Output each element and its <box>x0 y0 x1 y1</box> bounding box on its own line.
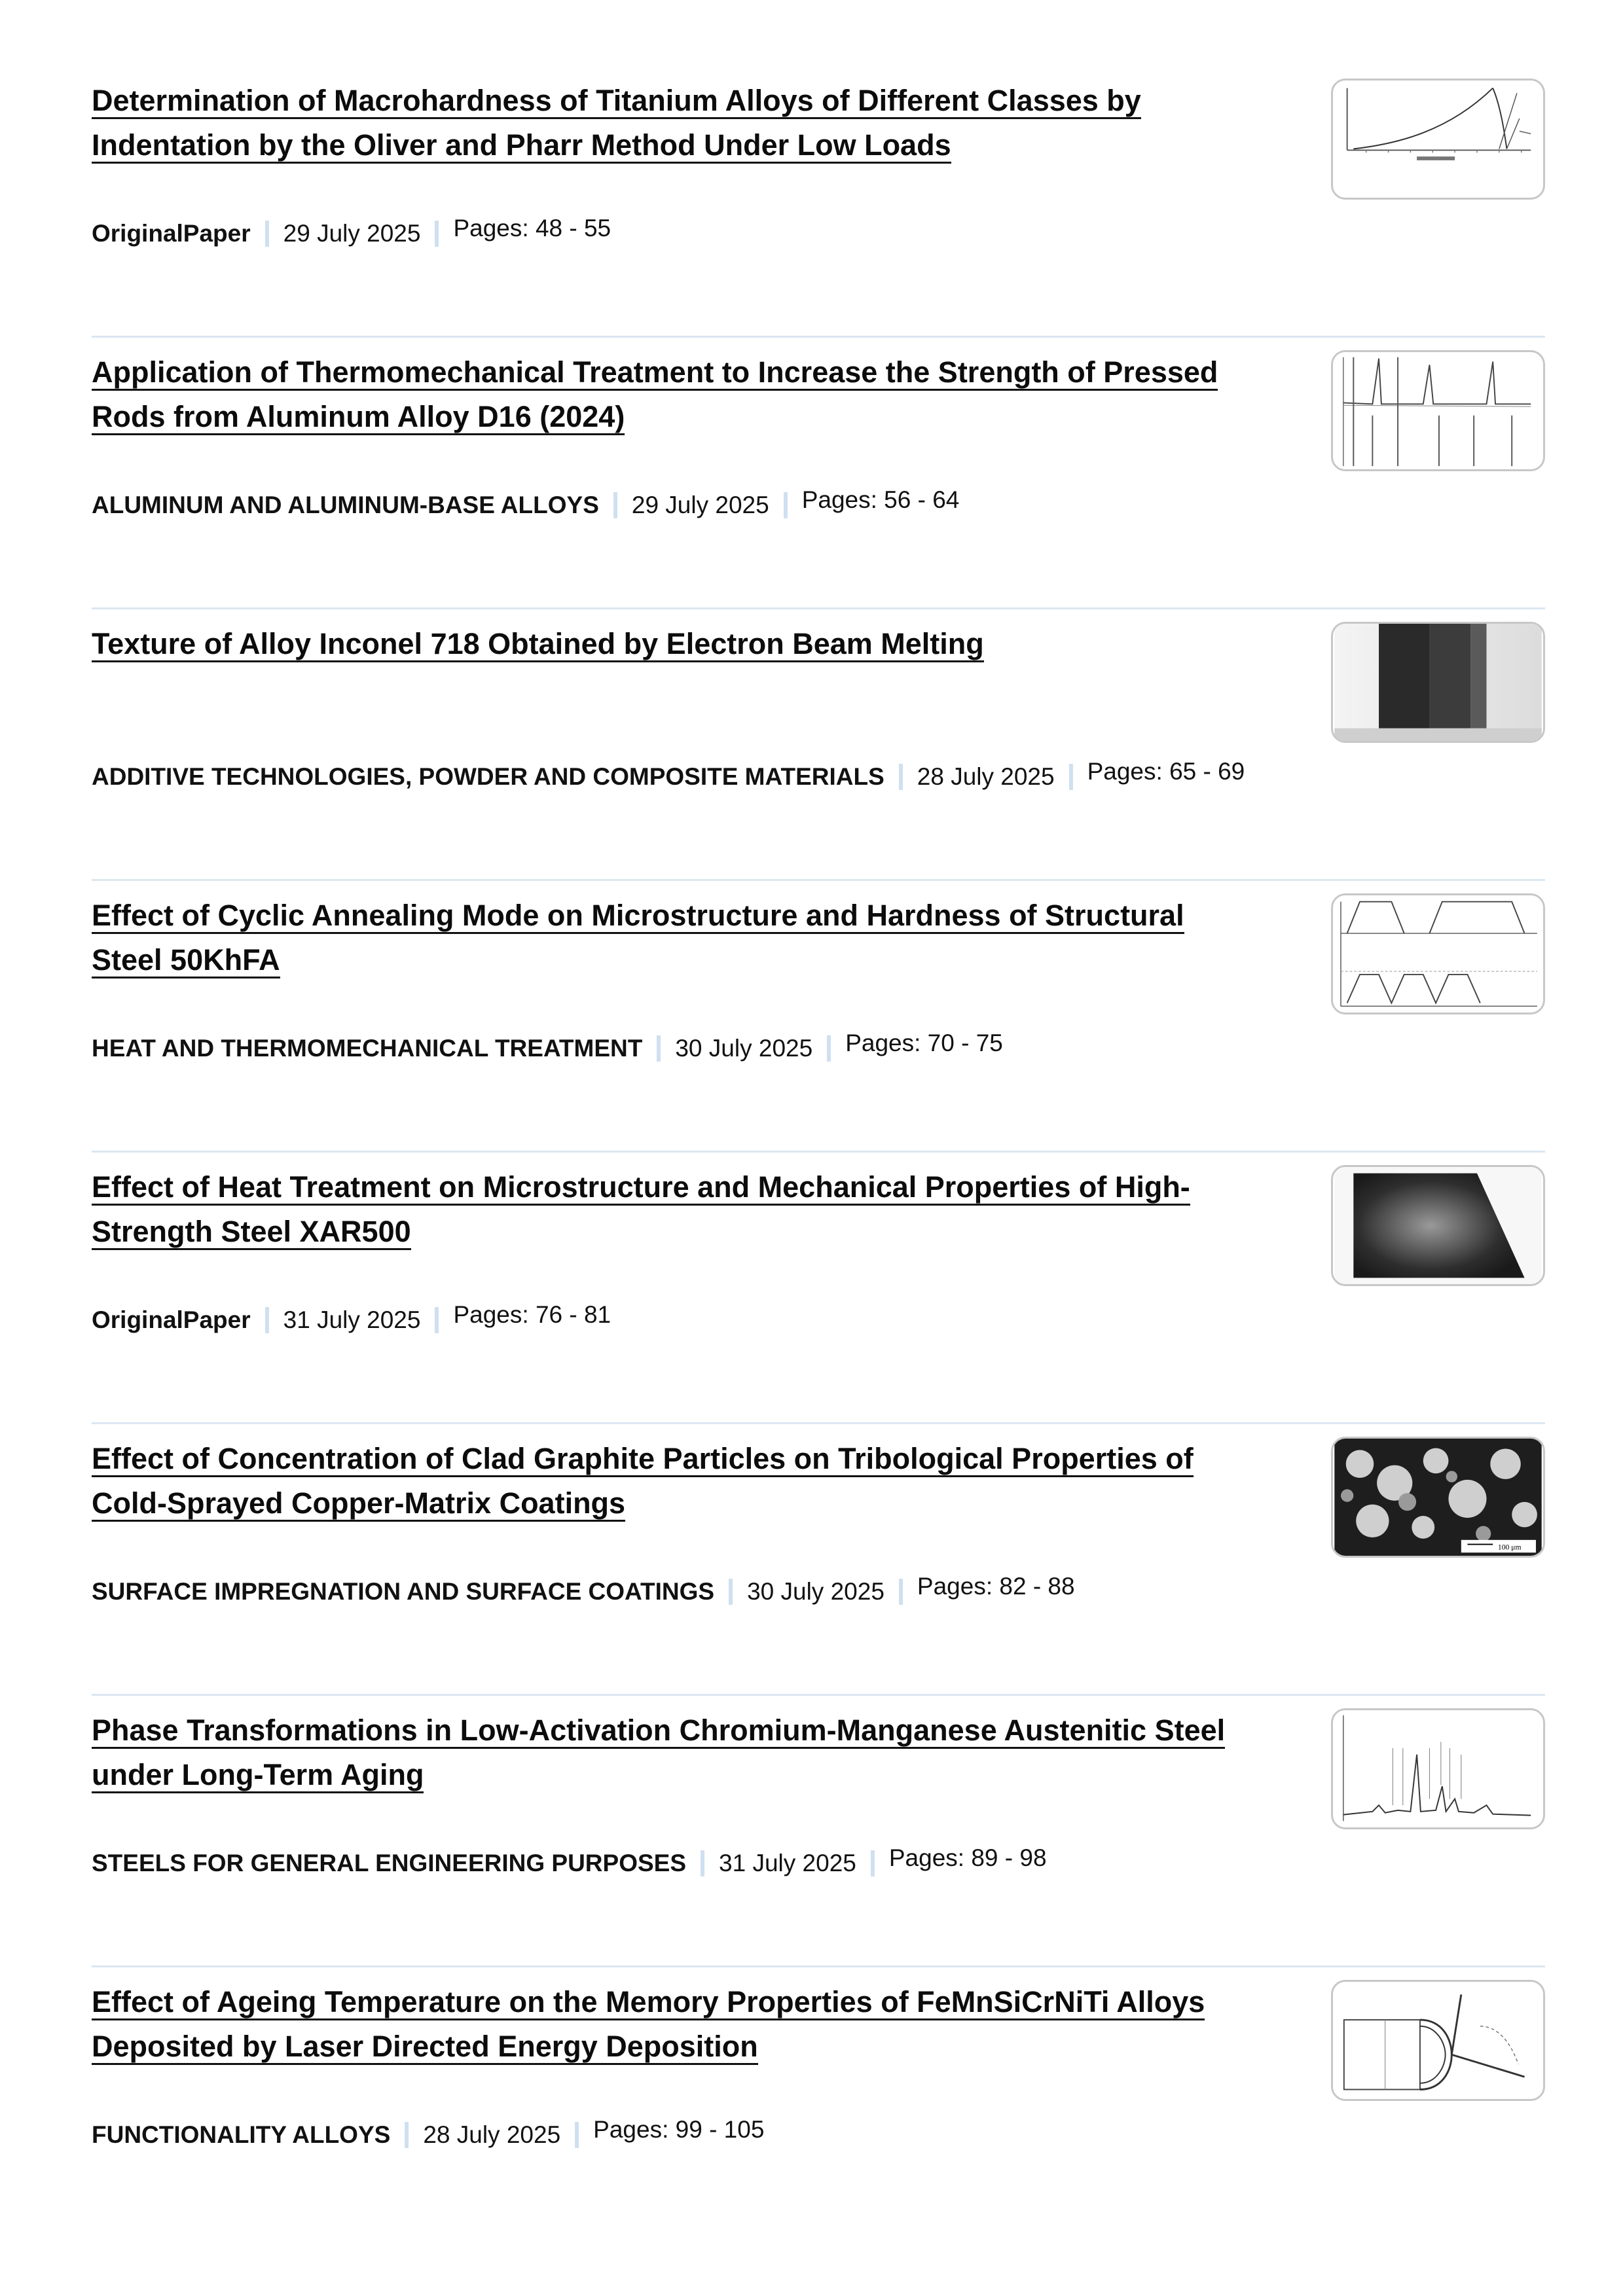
article-type: ADDITIVE TECHNOLOGIES, POWDER AND COMPOSITE MATERIALS <box>92 763 884 790</box>
meta-separator <box>1069 764 1073 790</box>
article-meta <box>92 215 611 248</box>
article-title-link-line1[interactable]: Effect of Concentration of Clad Graphite Particles on Tribological Properties of <box>92 1442 1194 1477</box>
article-title-link-line1[interactable]: Effect of Heat Treatment on Microstructure and Mechanical Properties of High- <box>92 1170 1190 1206</box>
indentation-curve-chart-icon <box>1333 81 1543 198</box>
article-pages: Pages: 56 - 64 <box>801 486 960 513</box>
article-meta <box>92 2116 765 2149</box>
article-item <box>92 350 1545 622</box>
article-item <box>92 622 1545 893</box>
article-date: 28 July 2025 <box>423 2121 561 2148</box>
article-date: 31 July 2025 <box>719 1850 856 1876</box>
article-title-link-line1[interactable]: Effect of Cyclic Annealing Mode on Microstructure and Hardness of Structural <box>92 899 1184 934</box>
article-divider <box>92 1422 1545 1424</box>
article-title-link-line2[interactable]: Indentation by the Oliver and Pharr Method Under Low Loads <box>92 128 951 164</box>
meta-separator <box>827 1035 831 1062</box>
article-divider <box>92 336 1545 338</box>
article-divider <box>92 1965 1545 1967</box>
bend-test-diagram-icon <box>1333 1982 1543 2099</box>
meta-separator <box>265 221 269 247</box>
article-thumbnail[interactable] <box>1331 79 1545 200</box>
article-meta <box>92 758 1245 791</box>
article-meta <box>92 1844 1047 1878</box>
article-thumbnail[interactable] <box>1331 350 1545 471</box>
article-type: FUNCTIONALITY ALLOYS <box>92 2121 391 2148</box>
scale-bar-label: 100 μm <box>1497 1543 1522 1552</box>
article-title-link-line1[interactable]: Texture of Alloy Inconel 718 Obtained by Electron Beam Melting <box>92 627 984 662</box>
article-divider <box>92 1151 1545 1153</box>
article-title[interactable] <box>92 1437 1283 1526</box>
article-date: 31 July 2025 <box>283 1306 421 1333</box>
article-divider <box>92 879 1545 881</box>
meta-separator <box>435 221 439 247</box>
meta-separator <box>575 2122 579 2148</box>
article-title-link-line1[interactable]: Application of Thermomechanical Treatment to Increase the Strength of Pressed <box>92 355 1218 391</box>
article-meta <box>92 1030 1003 1063</box>
article-title-link-line1[interactable]: Effect of Ageing Temperature on the Memory Properties of FeMnSiCrNiTi Alloys <box>92 1985 1205 2020</box>
article-type: HEAT AND THERMOMECHANICAL TREATMENT <box>92 1035 643 1062</box>
meta-separator <box>701 1850 704 1876</box>
article-thumbnail[interactable] <box>1331 1708 1545 1829</box>
meta-separator <box>405 2122 409 2148</box>
article-pages: Pages: 82 - 88 <box>917 1573 1075 1600</box>
article-meta <box>92 486 960 520</box>
article-divider <box>92 1694 1545 1696</box>
sem-micrograph-icon <box>1333 1439 1543 1556</box>
article-title-link-line1[interactable]: Phase Transformations in Low-Activation Chromium-Manganese Austenitic Steel <box>92 1713 1225 1749</box>
article-date: 30 July 2025 <box>675 1035 813 1062</box>
article-thumbnail[interactable] <box>1331 622 1545 743</box>
article-title[interactable] <box>92 1708 1283 1797</box>
article-thumbnail[interactable] <box>1331 1165 1545 1286</box>
article-item <box>92 79 1545 350</box>
article-title-link-line2[interactable]: Cold-Sprayed Copper-Matrix Coatings <box>92 1486 625 1522</box>
article-thumbnail[interactable] <box>1331 1437 1545 1558</box>
article-pages: Pages: 76 - 81 <box>453 1301 611 1328</box>
steel-sample-photo-icon <box>1333 1167 1543 1284</box>
meta-separator <box>435 1307 439 1333</box>
article-meta <box>92 1301 611 1335</box>
meta-separator <box>729 1579 733 1605</box>
article-title[interactable] <box>92 1165 1283 1254</box>
meta-separator <box>265 1307 269 1333</box>
article-divider <box>92 607 1545 609</box>
article-pages: Pages: 70 - 75 <box>845 1030 1003 1056</box>
article-date: 29 July 2025 <box>283 220 421 247</box>
meta-separator <box>784 492 788 518</box>
article-date: 29 July 2025 <box>631 492 769 518</box>
article-type: ALUMINUM AND ALUMINUM-BASE ALLOYS <box>92 492 599 518</box>
meta-separator <box>899 764 903 790</box>
meta-separator <box>657 1035 661 1062</box>
article-title[interactable] <box>92 893 1283 982</box>
xrd-spectrum-chart-icon <box>1333 1710 1543 1827</box>
article-title-link-line2[interactable]: Steel 50KhFA <box>92 943 280 978</box>
article-item <box>92 1708 1545 1980</box>
meta-separator <box>613 492 617 518</box>
article-title[interactable] <box>92 622 1283 666</box>
article-type: OriginalPaper <box>92 1306 251 1333</box>
article-pages: Pages: 65 - 69 <box>1087 758 1245 785</box>
article-title-link-line1[interactable]: Determination of Macrohardness of Titanium Alloys of Different Classes by <box>92 84 1141 119</box>
article-title-link-line2[interactable]: Deposited by Laser Directed Energy Deposition <box>92 2030 758 2065</box>
article-thumbnail[interactable] <box>1331 893 1545 1014</box>
article-meta <box>92 1573 1075 1606</box>
article-title[interactable] <box>92 1980 1283 2069</box>
article-item <box>92 1165 1545 1437</box>
article-item <box>92 1980 1545 2251</box>
article-pages: Pages: 48 - 55 <box>453 215 611 242</box>
article-type: STEELS FOR GENERAL ENGINEERING PURPOSES <box>92 1850 687 1876</box>
meta-separator <box>871 1850 875 1876</box>
article-date: 28 July 2025 <box>917 763 1055 790</box>
article-title-link-line2[interactable]: Rods from Aluminum Alloy D16 (2024) <box>92 400 625 435</box>
article-item <box>92 1437 1545 1708</box>
article-title[interactable] <box>92 79 1283 168</box>
article-date: 30 July 2025 <box>747 1578 884 1605</box>
article-type: OriginalPaper <box>92 220 251 247</box>
meta-separator <box>899 1579 903 1605</box>
article-item <box>92 893 1545 1165</box>
article-pages: Pages: 89 - 98 <box>888 1844 1047 1871</box>
article-thumbnail[interactable] <box>1331 1980 1545 2101</box>
article-type: SURFACE IMPREGNATION AND SURFACE COATINGS <box>92 1578 715 1605</box>
sample-photo-icon <box>1333 624 1543 741</box>
article-title-link-line2[interactable]: Strength Steel XAR500 <box>92 1215 411 1250</box>
annealing-cycle-diagram-icon <box>1333 895 1543 1013</box>
diffraction-pattern-chart-icon <box>1333 352 1543 469</box>
article-title-link-line2[interactable]: under Long-Term Aging <box>92 1758 424 1793</box>
article-pages: Pages: 99 - 105 <box>593 2116 765 2143</box>
article-title[interactable] <box>92 350 1283 439</box>
